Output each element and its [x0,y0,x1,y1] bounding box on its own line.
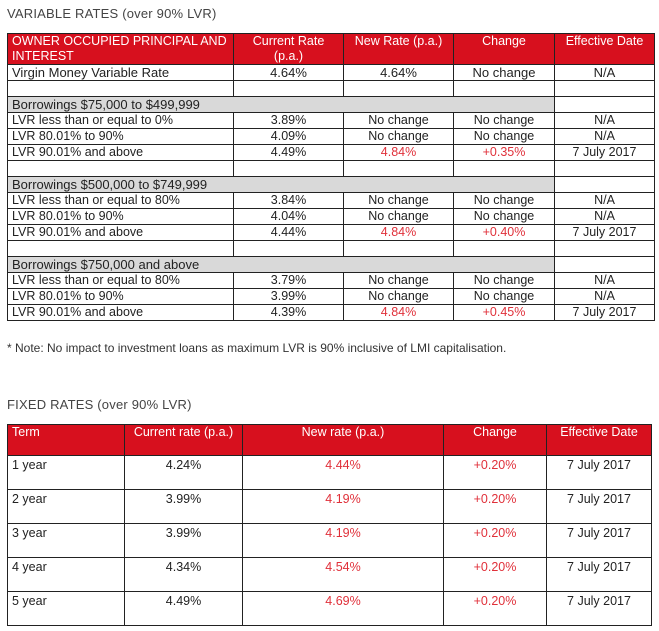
current-rate: 3.89% [234,113,344,129]
current-rate: 3.79% [234,273,344,289]
new-rate: 4.19% [243,524,444,558]
new-rate: No change [344,129,454,145]
header-new-rate: New rate (p.a.) [243,425,444,456]
group-header-row [8,177,655,193]
table-row [8,145,655,161]
new-rate: 4.84% [344,145,454,161]
change: +0.20% [444,558,547,592]
effective-date: 7 July 2017 [555,225,655,241]
lvr-label: LVR 90.01% and above [8,305,234,321]
term: 1 year [8,456,125,490]
change: No change [454,129,555,145]
lvr-label: LVR 80.01% to 90% [8,209,234,225]
group-title: Borrowings $750,000 and above [8,257,555,273]
variable-table-body [8,65,655,321]
change: +0.45% [454,305,555,321]
term: 2 year [8,490,125,524]
change: No change [454,65,555,81]
effective-date: 7 July 2017 [547,592,652,626]
change: +0.20% [444,592,547,626]
term: 5 year [8,592,125,626]
change: +0.35% [454,145,555,161]
effective-date: N/A [555,129,655,145]
table-row [8,558,652,592]
variable-rates-table [7,33,655,321]
current-rate: 4.34% [125,558,243,592]
new-rate: 4.64% [344,65,454,81]
header-new-rate: New Rate (p.a.) [344,34,454,65]
table-row [8,209,655,225]
effective-date: N/A [555,289,655,305]
lvr-label: LVR 90.01% and above [8,225,234,241]
current-rate: 4.09% [234,129,344,145]
new-rate: 4.84% [344,225,454,241]
header-current-rate: Current Rate (p.a.) [234,34,344,65]
effective-date: N/A [555,65,655,81]
product-name: Virgin Money Variable Rate [8,65,234,81]
header-effective-date: Effective Date [555,34,655,65]
current-rate: 4.64% [234,65,344,81]
effective-date: 7 July 2017 [547,558,652,592]
new-rate: No change [344,289,454,305]
spacer-row [8,241,655,257]
header-owner-occupied: OWNER OCCUPIED PRINCIPAL AND INTEREST [8,34,234,65]
lvr-label: LVR less than or equal to 80% [8,273,234,289]
change: No change [454,289,555,305]
table-row [8,490,652,524]
new-rate: No change [344,193,454,209]
variable-header-row [8,34,655,65]
new-rate: 4.44% [243,456,444,490]
new-rate: 4.84% [344,305,454,321]
current-rate: 3.99% [234,289,344,305]
lvr-label: LVR less than or equal to 80% [8,193,234,209]
effective-date: N/A [555,193,655,209]
change: No change [454,193,555,209]
lvr-label: LVR 90.01% and above [8,145,234,161]
fixed-rates-heading: FIXED RATES (over 90% LVR) [7,397,192,412]
header-current-rate: Current rate (p.a.) [125,425,243,456]
fixed-table-body [8,456,652,626]
change: No change [454,273,555,289]
spacer-row [8,161,655,177]
change: +0.20% [444,524,547,558]
term: 3 year [8,524,125,558]
change: +0.40% [454,225,555,241]
effective-date: 7 July 2017 [555,145,655,161]
effective-date: N/A [555,113,655,129]
new-rate: No change [344,113,454,129]
new-rate: 4.54% [243,558,444,592]
effective-date: N/A [555,209,655,225]
effective-date: 7 July 2017 [547,524,652,558]
new-rate: No change [344,209,454,225]
effective-date: 7 July 2017 [555,305,655,321]
current-rate: 4.24% [125,456,243,490]
lvr-label: LVR less than or equal to 0% [8,113,234,129]
table-row [8,305,655,321]
table-row [8,524,652,558]
effective-date: 7 July 2017 [547,456,652,490]
group-header-row [8,257,655,273]
lmi-note: * Note: No impact to investment loans as maximum LVR is 90% inclusive of LMI capitalisation. [7,341,507,355]
spacer-row [8,81,655,97]
current-rate: 4.49% [125,592,243,626]
effective-date: 7 July 2017 [547,490,652,524]
table-row [8,289,655,305]
current-rate: 4.49% [234,145,344,161]
table-row [8,193,655,209]
current-rate: 3.84% [234,193,344,209]
variable-rates-heading: VARIABLE RATES (over 90% LVR) [7,6,217,21]
current-rate: 3.99% [125,524,243,558]
table-row [8,113,655,129]
table-row [8,225,655,241]
new-rate: 4.19% [243,490,444,524]
current-rate: 4.39% [234,305,344,321]
current-rate: 4.44% [234,225,344,241]
header-change: Change [444,425,547,456]
change: +0.20% [444,456,547,490]
header-effective-date: Effective Date [547,425,652,456]
change: +0.20% [444,490,547,524]
effective-date: N/A [555,273,655,289]
table-row [8,592,652,626]
table-row [8,129,655,145]
change: No change [454,209,555,225]
current-rate: 3.99% [125,490,243,524]
table-row [8,456,652,490]
lvr-label: LVR 80.01% to 90% [8,289,234,305]
header-change: Change [454,34,555,65]
term: 4 year [8,558,125,592]
fixed-header-row [8,425,652,456]
group-title: Borrowings $500,000 to $749,999 [8,177,555,193]
change: No change [454,113,555,129]
new-rate: No change [344,273,454,289]
group-title: Borrowings $75,000 to $499,999 [8,97,555,113]
new-rate: 4.69% [243,592,444,626]
current-rate: 4.04% [234,209,344,225]
lvr-label: LVR 80.01% to 90% [8,129,234,145]
table-row [8,65,655,81]
header-term: Term [8,425,125,456]
group-header-row [8,97,655,113]
fixed-rates-table [7,424,652,626]
table-row [8,273,655,289]
